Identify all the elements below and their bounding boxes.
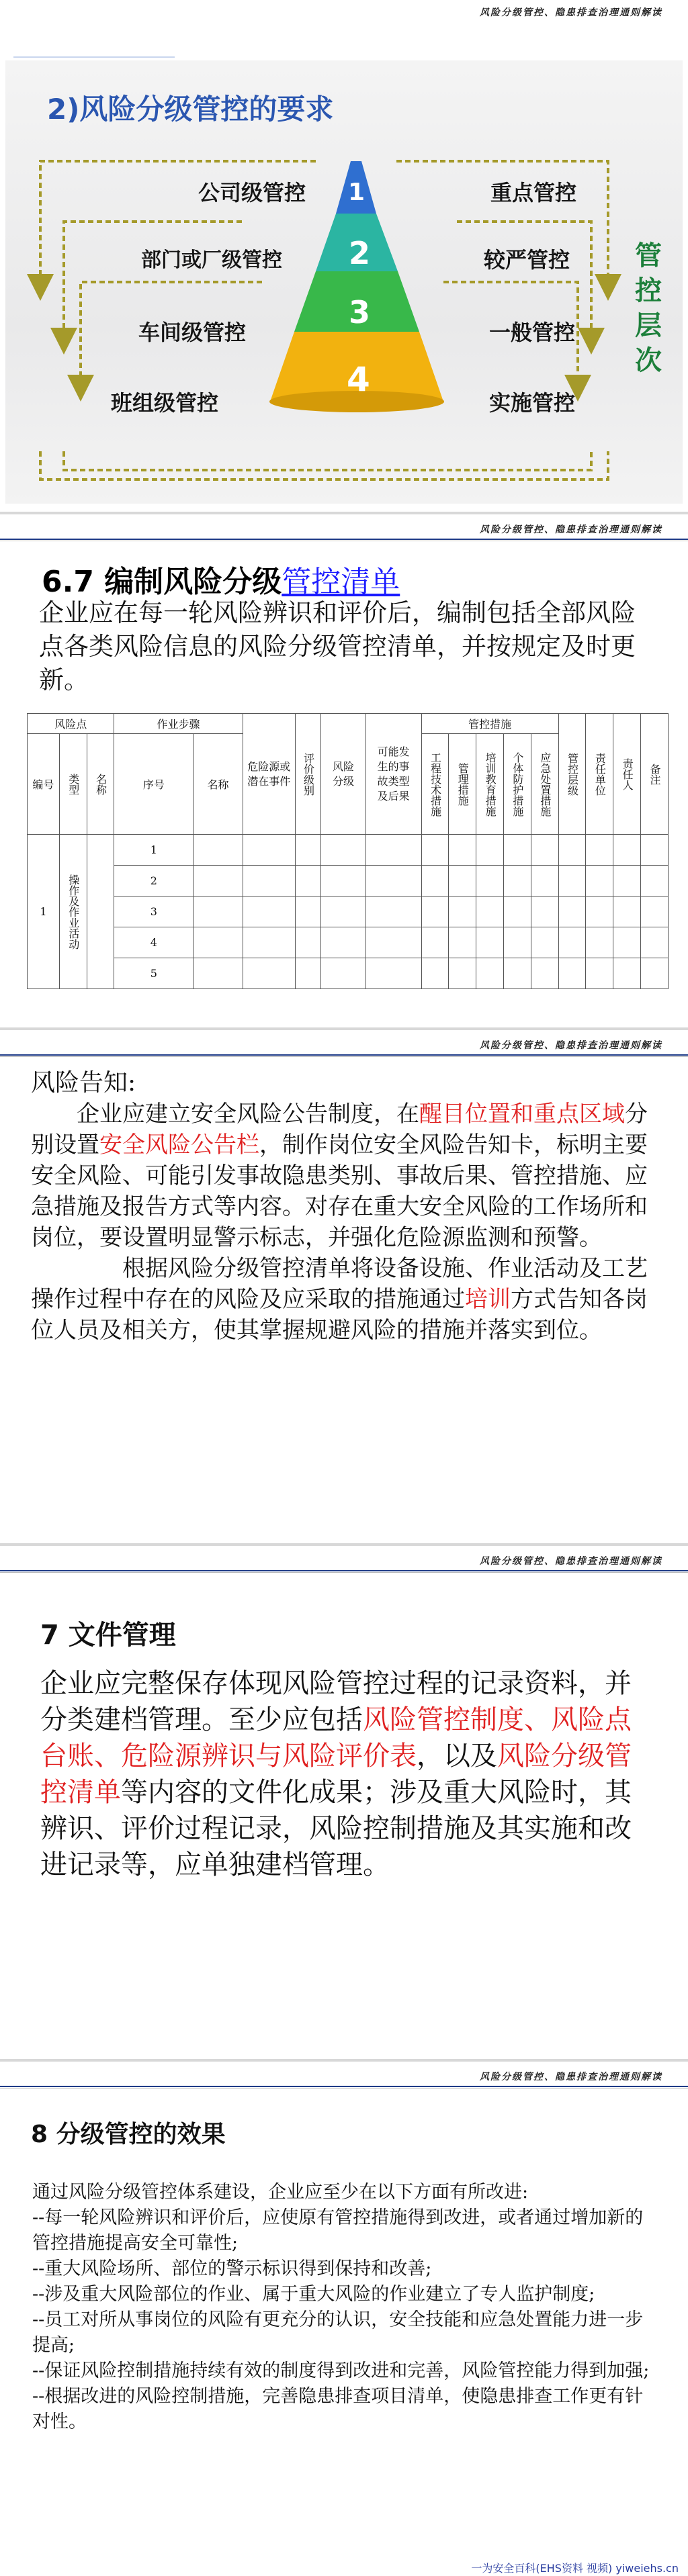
list-item: --保证风险控制措施持续有效的制度得到改进和完善，风险管控能力得到加强; [32, 2360, 650, 2381]
slide-separator [0, 512, 688, 514]
risk-notice-heading: 风险告知: [31, 1069, 136, 1097]
cell-seq: 1 [114, 835, 194, 866]
table-row [28, 896, 669, 927]
cell-seq: 3 [114, 896, 194, 927]
col-name: 名称 [87, 734, 114, 835]
list-item: --员工对所从事岗位的风险有更充分的认识，安全技能和应急处置能力进一步提高; [32, 2309, 644, 2356]
col-measures: 管控措施 [421, 714, 558, 734]
cell-row-type: 操作及作业活动 [59, 835, 87, 989]
slide-separator [0, 1027, 688, 1030]
slide-header [0, 2068, 688, 2082]
col-control-level: 管控层级 [558, 714, 586, 835]
col-resp-person: 责任人 [613, 714, 641, 835]
col-training: 培训教育措施 [476, 734, 504, 835]
col-type: 类型 [59, 734, 87, 835]
header-text: 风险分级管控、隐患排查治理通则解读 [480, 7, 662, 18]
table-header-row [28, 714, 669, 734]
left-level-workshop: 车间级管控 [138, 320, 247, 345]
table-row [28, 958, 669, 989]
control-list-link[interactable]: 管控清单 [282, 565, 400, 599]
cell-seq: 5 [114, 958, 194, 989]
col-work-steps: 作业步骤 [114, 714, 243, 734]
pyramid-number-1: 1 [348, 179, 366, 206]
col-eval-level: 评价级别 [295, 714, 320, 835]
side-label-control-hierarchy: 管控层次 [635, 240, 662, 376]
table-row [28, 835, 669, 866]
col-emergency: 应急处置措施 [531, 734, 558, 835]
table-row [28, 927, 669, 958]
header-text: 风险分级管控、隐患排查治理通则解读 [480, 2072, 662, 2082]
slide-header [0, 1037, 688, 1050]
risk-control-table [27, 713, 669, 989]
slide-control-requirements [0, 0, 688, 512]
col-resp-unit: 责任单位 [586, 714, 613, 835]
risk-notice-section [31, 1068, 649, 1346]
header-text: 风险分级管控、隐患排查治理通则解读 [480, 1556, 662, 1567]
slide-separator [0, 2059, 688, 2062]
section-body: 企业应在每一轮风险辨识和评价后，编制包括全部风险点各类风险信息的风险分级管控清单，并按规定及时更新。 [39, 598, 636, 694]
slide-separator [0, 1543, 688, 1546]
header-text: 风险分级管控、隐患排查治理通则解读 [480, 1040, 662, 1051]
left-level-department: 部门或厂级管控 [141, 248, 282, 272]
pyramid-diagram [0, 0, 688, 512]
list-item: 通过风险分级管控体系建设，企业应至少在以下方面有所改进: [32, 2182, 529, 2203]
risk-notice-paragraph-1: 企业应建立安全风险公告制度，在醒目位置和重点区域分别设置安全风险公告栏，制作岗位安全风险告知卡，标明主要安全风险、可能引发事故隐患类别、事故后果、管控措施、应急措施及报告方式等内容。对存在重大安全风险的工作场所和岗位，要设置明显警示标志，并强化危险源监测和预警。 [31, 1101, 648, 1251]
right-level-strict: 较严管控 [484, 247, 570, 273]
right-level-general: 一般管控 [489, 320, 576, 345]
document-management-body: 企业应完整保存体现风险管控过程的记录资料，并分类建档管理。至少应包括风险管控制度、风险点台账、危险源辨识与风险评价表，以及风险分级管控清单等内容的文件化成果；涉及重大风险时，其辨识、评价过程记录，风险控制措施及其实施和改进记录等，应单独建档管理。 [40, 1668, 632, 1880]
col-consequence: 可能发生的事故类型及后果 [366, 714, 421, 835]
cell-seq: 4 [114, 927, 194, 958]
slide-title: 2)风险分级管控的要求 [47, 93, 334, 126]
slide-header [0, 521, 688, 535]
slide-header [0, 1553, 688, 1566]
section-title-text: 6.7 编制风险分级 [42, 565, 282, 599]
effects-list [32, 2180, 657, 2435]
right-level-key: 重点管控 [490, 180, 577, 205]
list-item: --每一轮风险辨识和评价后，应使原有管控措施得到改进，或者通过增加新的管控措施提高安全可靠性; [32, 2207, 644, 2254]
section-title: 8 分级管控的效果 [31, 2121, 226, 2148]
col-risk-point: 风险点 [28, 714, 114, 734]
risk-notice-paragraph-2: 根据风险分级管控清单将设备设施、作业活动及工艺操作过程中存在的风险及应采取的措施通过培训方式告知各岗位人员及相关方，使其掌握规避风险的措施并落实到位。 [31, 1255, 648, 1344]
col-remark: 备注 [641, 714, 669, 835]
left-level-team: 班组级管控 [111, 390, 219, 416]
header-text: 风险分级管控、隐患排查治理通则解读 [480, 524, 662, 535]
section-title: 7 文件管理 [40, 1620, 176, 1651]
left-level-company: 公司级管控 [198, 180, 306, 205]
list-item: --涉及重大风险部位的作业、属于重大风险的作业建立了专人监护制度; [32, 2284, 595, 2305]
table-row [28, 866, 669, 896]
section-title [42, 557, 400, 600]
pyramid-number-3: 3 [349, 294, 371, 330]
footer-watermark[interactable]: 一为安全百科(EHS资料 视频) yiweiehs.cn [471, 2562, 679, 2575]
col-no: 编号 [28, 734, 60, 835]
pyramid-number-4: 4 [347, 360, 370, 399]
col-risk-level: 风险分级 [321, 714, 366, 835]
cell-seq: 2 [114, 866, 194, 896]
col-ppe: 个体防护措施 [504, 734, 531, 835]
col-seq: 序号 [114, 734, 194, 835]
col-management: 管理措施 [449, 734, 476, 835]
col-hazard: 危险源或潜在事件 [243, 714, 295, 835]
pyramid-number-2: 2 [349, 235, 371, 271]
col-engineering: 工程技术措施 [421, 734, 449, 835]
list-item: --根据改进的风险控制措施，完善隐患排查项目清单，使隐患排查工作更有针对性。 [32, 2386, 644, 2432]
cell-row-no: 1 [28, 835, 60, 989]
list-item: --重大风险场所、部位的警示标识得到保持和改善; [32, 2258, 432, 2279]
col-step-name: 名称 [194, 734, 243, 835]
right-level-implement: 实施管控 [489, 390, 576, 416]
